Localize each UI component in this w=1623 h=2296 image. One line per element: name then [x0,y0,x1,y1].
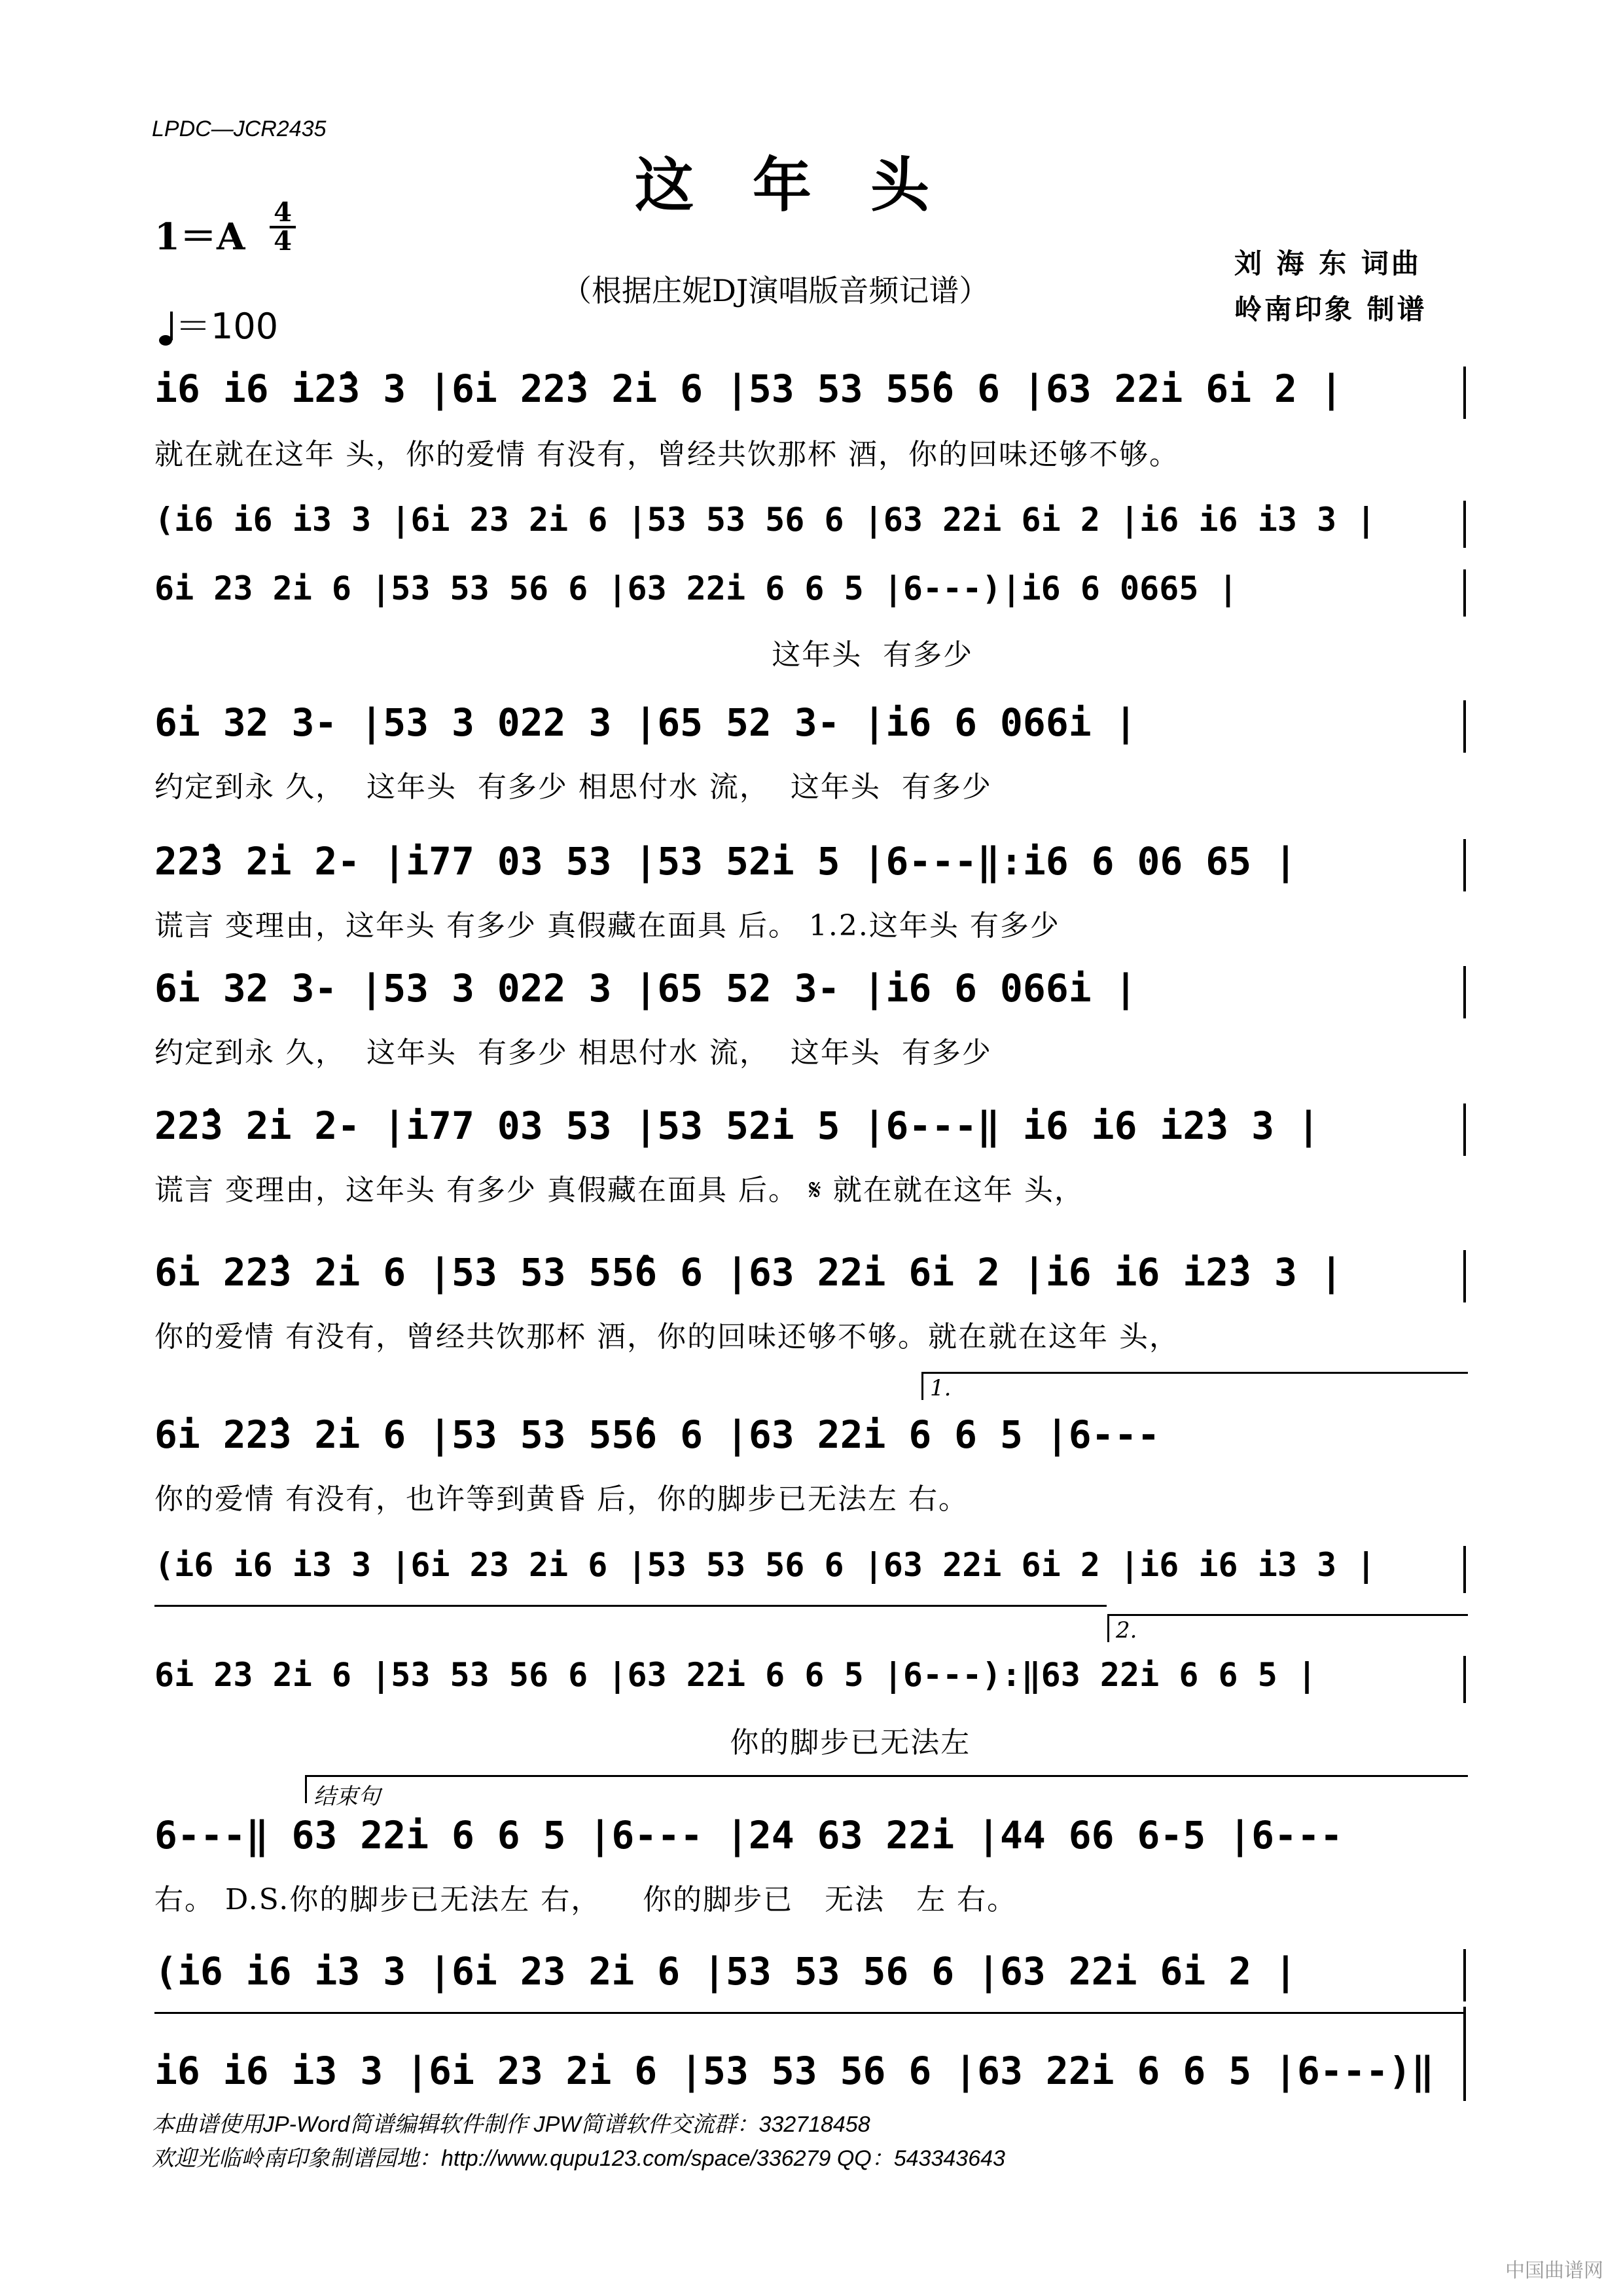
barline [1463,501,1466,548]
lyrics-line: 约定到永 久， 这年头 有多少 相思付水 流， 这年头 有多少 [154,770,992,804]
key-signature: 1＝A [154,215,245,259]
footer-line-2: 欢迎光临岭南印象制谱园地：http://www.qupu123.com/space/336279 QQ：543343643 [152,2146,1005,2171]
lyrics-line: 谎言 变理由，这年头 有多少 真假藏在面具 后。 𝄋 就在就在这年 头， [154,1174,1084,1207]
barline [1463,1250,1466,1302]
volta-bracket-1 [921,1372,1468,1400]
notation-line: i6 i6 i3 3 |6i 23 2i 6 |53 53 56 6 |63 22i 6 6 5 |6---)‖ [154,2049,1435,2093]
barline [1463,1949,1466,2001]
notation-line: 6i 23 2i 6 |53 53 56 6 |63 22i 6 6 5 |6---):‖63 22i 6 6 5 | [154,1656,1317,1694]
notation-line: 22̂3 2i 2- |i77 03 53 |53 52i 5 |6---‖ i6 i6 i2̂3 3 | [154,1103,1320,1148]
volta-label: 2. [1116,1617,1137,1643]
page-title: 这年头 [635,151,988,220]
notation-line: 6i 22̂3 2i 6 |53 53 55̂6 6 |63 22i 6i 2 |i6 i6 i2̂3 3 | [154,1250,1343,1295]
time-signature-top: 4 [274,197,292,228]
volta-label: 1. [930,1375,952,1401]
notation-line: 6---‖ 63 22i 6 6 5 |6--- |24 63 22i |44 66 6-5 |6--- [154,1813,1343,1857]
volta-rule [154,1605,1107,1607]
volta-bracket-2 [1107,1614,1468,1642]
lyrics-line: 你的爱情 有没有，曾经共饮那杯 酒，你的回味还够不够。就在就在这年 头， [154,1320,1179,1354]
notation-line: 6i 22̂3 2i 6 |53 53 55̂6 6 |63 22i 6 6 5 |6--- [154,1412,1160,1457]
notation-line: 22̂3 2i 2- |i77 03 53 |53 52i 5 |6---‖:i6 6 06 65 | [154,839,1297,884]
volta-rule [154,2012,1466,2014]
barline [1463,1103,1466,1156]
tempo-marking [158,298,278,349]
lyrics-line: 就在就在这年 头，你的爱情 有没有，曾经共饮那杯 酒，你的回味还够不够。 [154,438,1179,471]
subtitle: （根据庄妮DJ演唱版音频记谱） [562,273,990,308]
notation-line: 6i 32 3- |53 3 022 3 |65 52 3- |i6 6 066i | [154,700,1137,745]
lyrics-line: 谎言 变理由，这年头 有多少 真假藏在面具 后。 1.2.这年头 有多少 [154,909,1060,942]
lyrics-line: 右。 D.S.你的脚步已无法左 右， 你的脚步已 无法 左 右。 [154,1883,1018,1916]
barline [1463,2007,1466,2101]
tempo-value: ＝100 [175,306,279,347]
barline [1463,839,1466,891]
lyricist-credit: 刘 海 东 词曲 [1234,247,1421,279]
notation-line: (i6 i6 i3 3 |6i 23 2i 6 |53 53 56 6 |63 22i 6i 2 |i6 i6 i3 3 | [154,501,1376,539]
lyrics-line: 这年头 有多少 [154,638,974,672]
notation-line: i6 i6 i2̂3 3 |6i 22̂3 2i 6 |53 53 55̂6 6 |63 22i 6i 2 | [154,367,1343,411]
barline [1463,1546,1466,1593]
lyrics-line: 你的爱情 有没有，也许等到黄昏 后，你的脚步已无法左 右。 [154,1482,969,1516]
barline [1463,966,1466,1018]
quarter-note-icon [158,310,175,347]
score-code: LPDC—JCR2435 [152,117,327,141]
barline [1463,700,1466,753]
barline [1463,367,1466,419]
time-signature-bottom: 4 [274,226,292,257]
coda-bracket [305,1775,1468,1810]
barline [1463,569,1466,617]
arranger-credit: 岭南印象 制谱 [1234,293,1427,325]
time-signature [270,197,296,257]
barline [1463,1656,1466,1703]
notation-line: 6i 32 3- |53 3 022 3 |65 52 3- |i6 6 066i | [154,966,1137,1011]
lyrics-line: 你的脚步已无法左 [154,1726,971,1759]
lyrics-line: 约定到永 久， 这年头 有多少 相思付水 流， 这年头 有多少 [154,1036,992,1069]
coda-label: 结束句 [313,1784,380,1810]
notation-line: 6i 23 2i 6 |53 53 56 6 |63 22i 6 6 5 |6---)|i6 6 0665 | [154,569,1238,607]
notation-line: (i6 i6 i3 3 |6i 23 2i 6 |53 53 56 6 |63 22i 6i 2 | [154,1949,1297,1994]
footer-line-1: 本曲谱使用JP-Word简谱编辑软件制作 JPW简谱软件交流群：332718458 [152,2112,870,2137]
watermark-logo: 中国曲谱网 [1505,2259,1603,2282]
notation-line: (i6 i6 i3 3 |6i 23 2i 6 |53 53 56 6 |63 22i 6i 2 |i6 i6 i3 3 | [154,1546,1376,1584]
